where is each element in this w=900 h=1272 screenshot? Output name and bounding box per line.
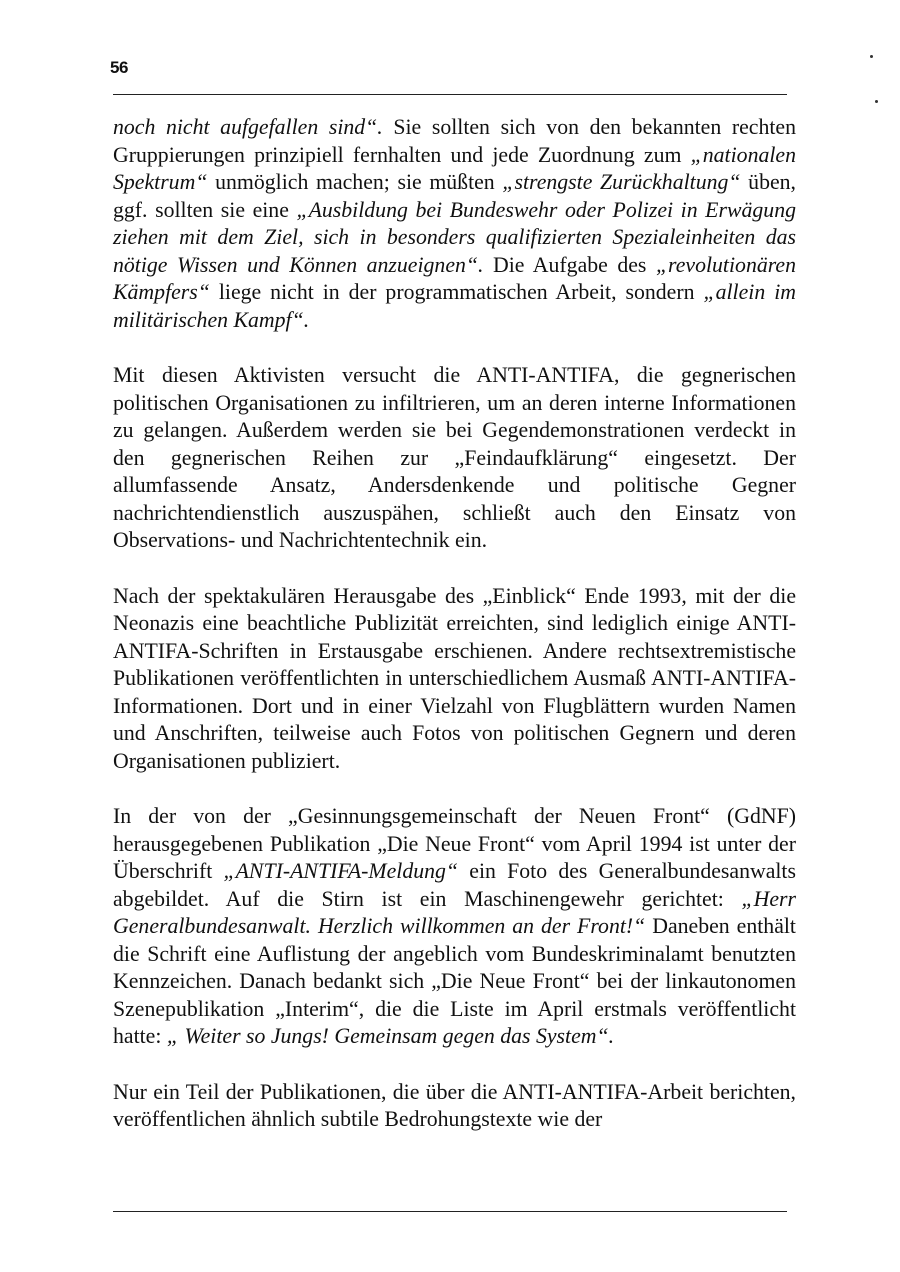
text-segment: üben, ggf. sollten sie eine bbox=[113, 170, 797, 222]
text-italic: „nationalen Spektrum“ bbox=[113, 142, 796, 194]
text-segment: unmöglich machen; sie müßten bbox=[207, 170, 503, 194]
paragraph-3 bbox=[113, 583, 796, 776]
scan-speck bbox=[870, 55, 873, 58]
text-italic: „strengste Zurückhaltung“ bbox=[502, 170, 741, 194]
text-segment: Mit diesen Aktivisten versucht die ANTI-ANTIFA, die gegnerischen politischen Organisationen zu infiltrieren, um an deren interne Informationen zu gelangen. Außerdem werden sie bei Gegendemonstrationen verdeckt in den gegnerischen Reihen zur „Feindaufklärung“ eingesetzt. Der allumfassende Ansatz, Andersdenkende und politische Gegner nachrichtendienstlich auszuspähen, schließt auch den Einsatz von Observations- und Nachrichtentechnik ein. bbox=[113, 363, 796, 552]
text-italic: noch nicht aufgefallen sind“. bbox=[113, 115, 383, 139]
paragraph-1 bbox=[113, 114, 796, 334]
text-italic: „allein im militärischen Kampf“. bbox=[113, 280, 796, 332]
text-segment: Sie sollten sich von den bekannten rechten Gruppierungen prinzipiell fernhalten und jede Zuordnung zum bbox=[113, 115, 796, 167]
text-italic: „ Weiter so Jungs! Gemeinsam gegen das System“. bbox=[166, 1024, 615, 1048]
text-segment: Die Aufgabe des bbox=[483, 252, 656, 277]
text-segment: Nach der spektakulären Herausgabe des „Einblick“ Ende 1993, mit der die Neonazis eine beachtliche Publizität erreichten, sind lediglich einige ANTI-ANTIFA-Schriften in Erstausgabe erschienen. Andere rechtsextremistische Publikationen veröffentlichten in unterschiedlichem Ausmaß ANTI-ANTIFA-Informationen. Dort und in einer Vielzahl von Flugblättern wurden Namen und Anschriften, teilweise auch Fotos von politischen Gegnern und deren Organisationen publiziert. bbox=[113, 583, 796, 773]
text-segment: Nur ein Teil der Publikationen, die über die ANTI-ANTIFA-Arbeit berichten, veröffentlichen ähnlich subtile Bedrohungstexte wie der bbox=[113, 1079, 796, 1131]
text-segment: liege nicht in der programmatischen Arbeit, sondern bbox=[209, 280, 704, 304]
header-rule bbox=[113, 94, 787, 95]
scan-speck bbox=[875, 100, 878, 103]
text-italic: „revolutionären Kämpfers“ bbox=[113, 252, 796, 304]
text-italic: „ANTI-ANTIFA-Meldung“ bbox=[223, 859, 459, 883]
body-text bbox=[113, 114, 796, 1134]
text-segment: In der von der „Gesinnungsgemeinschaft der Neuen Front“ (GdNF) herausgegebenen Publikation „Die Neue Front“ vom April 1994 ist unter der Überschrift bbox=[113, 804, 796, 883]
text-segment: Daneben enthält die Schrift eine Auflistung der angeblich vom Bundeskriminalamt benutzten Kennzeichen. Danach bedankt sich „Die Neue Front“ bei der linkautonomen Szenepublikation „Interim“, die die Liste im April erstmals veröffentlicht hatte: bbox=[113, 914, 796, 1048]
paragraph-5 bbox=[113, 1079, 796, 1134]
page-number: 56 bbox=[110, 58, 128, 77]
paragraph-2 bbox=[113, 362, 796, 555]
text-italic: „Herr Generalbundesanwalt. Herzlich willkommen an der Front!“ bbox=[113, 886, 796, 938]
text-italic: „Ausbildung bei Bundeswehr oder Polizei in Erwägung ziehen mit dem Ziel, sich in besonders qualifizierten Spezialeinheiten das nötige Wissen und Können anzueignen“. bbox=[113, 197, 796, 277]
footer-rule bbox=[113, 1211, 787, 1212]
paragraph-4 bbox=[113, 803, 796, 1051]
text-segment: ein Foto des Generalbundesanwalts abgebildet. Auf die Stirn ist ein Maschinengewehr gerichtet: bbox=[113, 859, 796, 911]
